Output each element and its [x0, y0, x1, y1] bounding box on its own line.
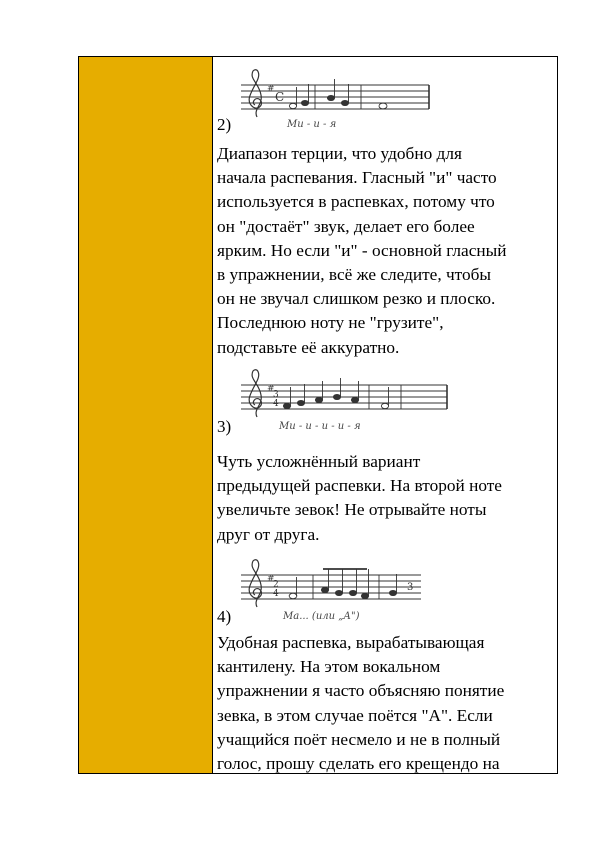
text-line: Диапазон терции, что удобно для	[217, 144, 462, 163]
paragraph	[217, 631, 547, 776]
svg-text:2: 2	[273, 580, 279, 590]
svg-text:#: #	[267, 574, 275, 584]
music-staff-image	[239, 367, 454, 437]
text-line: используется в распевках, потому что	[217, 192, 495, 212]
text-column	[213, 57, 557, 773]
lyric-text: Ми - и - я	[287, 119, 337, 130]
text-line: голос, прошу сделать его крещендо на	[217, 754, 500, 774]
text-line: учащийся поёт несмело и не в полный	[217, 729, 501, 749]
svg-text:4: 4	[273, 589, 279, 599]
text-line: в упражнении, всё же следите, чтобы	[217, 265, 492, 285]
svg-text:3: 3	[273, 390, 279, 400]
text-line: кантилену. На этом вокальном	[217, 657, 441, 677]
text-line: предыдущей распевки. На второй ноте	[217, 476, 502, 496]
exercise-2-row	[217, 65, 477, 135]
text-line: зевка, в этом случае поётся "А". Если	[217, 705, 493, 725]
music-staff-image	[239, 557, 439, 627]
exercise-4-row	[217, 557, 477, 627]
text-line: он "достаёт" звук, делает его более	[217, 216, 475, 236]
svg-text:#: #	[267, 84, 275, 94]
text-line: друг от друга.	[217, 524, 320, 544]
paragraph	[217, 450, 547, 547]
text-line: увеличьте зевок! Не отрывайте ноты	[217, 500, 487, 520]
text-line: подставьте её аккуратно.	[217, 337, 400, 357]
exercise-number: 2)	[217, 115, 232, 134]
music-staff-image	[239, 65, 439, 135]
svg-text:4: 4	[273, 399, 279, 409]
exercise-number: 4)	[217, 607, 232, 626]
lyric-text: Ма... (или „А")	[283, 611, 360, 622]
highlight-column	[79, 57, 213, 773]
text-line: он не звучал слишком резко и плоско.	[217, 289, 496, 309]
svg-text:C: C	[275, 90, 285, 104]
text-line: Последнюю ноту не "грузите",	[217, 313, 444, 333]
svg-text:3: 3	[407, 582, 414, 593]
text-line: ярким. Но если "и" - основной гласный	[217, 240, 507, 260]
exercise-number: 3)	[217, 417, 232, 436]
lyric-text: Ми - и - и - и - я	[279, 421, 361, 432]
text-line: начала распевания. Гласный "и" часто	[217, 168, 497, 188]
svg-text:#: #	[267, 384, 275, 394]
text-line: Чуть усложнённый вариант	[217, 452, 421, 471]
text-line: упражнении я часто объясняю понятие	[217, 681, 505, 701]
content-table	[78, 56, 558, 774]
exercise-3-row	[217, 367, 477, 437]
text-line: Удобная распевка, вырабатывающая	[217, 633, 485, 652]
paragraph	[217, 142, 547, 360]
